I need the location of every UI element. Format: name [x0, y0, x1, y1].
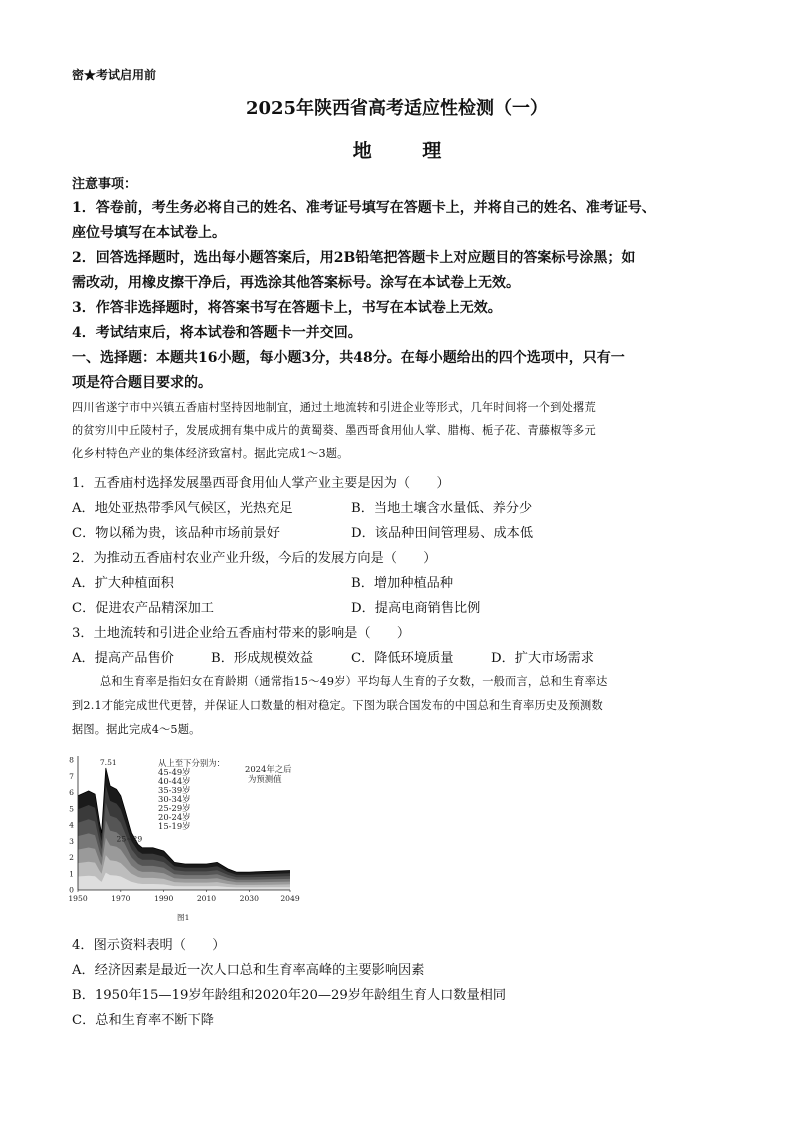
- legend-item: 40-44岁: [158, 776, 191, 786]
- y-tick-label: 2: [69, 853, 74, 862]
- question-stem: 3．土地流转和引进企业给五香庙村带来的影响是（ ）: [72, 626, 411, 641]
- x-tick-label: 1970: [111, 894, 131, 903]
- option-a: A．提高产品售价: [72, 651, 174, 666]
- option-a: A．扩大种植面积: [72, 576, 174, 591]
- forecast-note: 为预测值: [248, 774, 282, 784]
- option-d: D．提高电商销售比例: [351, 601, 481, 616]
- confidential-mark: 密★考试启用前: [72, 68, 157, 82]
- option-c: C．总和生育率不断下降: [72, 1013, 214, 1028]
- option-b: B．当地土壤含水量低、养分少: [351, 501, 533, 516]
- option-c: C．物以稀为贵，该品种市场前景好: [72, 526, 280, 541]
- passage-line: 四川省遂宁市中兴镇五香庙村坚持因地制宜，通过土地流转和引进企业等形式，几年时间将一个到处撂荒: [72, 401, 596, 414]
- y-tick-label: 6: [69, 788, 74, 797]
- legend-title: 从上至下分别为：: [158, 758, 225, 768]
- x-tick-label: 1950: [68, 894, 88, 903]
- y-tick-label: 7: [69, 771, 74, 781]
- age-range-label: 25~29: [116, 834, 143, 844]
- option-c: C．促进农产品精深加工: [72, 601, 214, 616]
- notice-line: 1．答卷前，考生务必将自己的姓名、准考证号填写在答题卡上，并将自己的姓名、准考证号、: [72, 200, 656, 216]
- x-tick-label: 2030: [239, 894, 259, 903]
- forecast-note: 2024年之后: [245, 764, 292, 774]
- notice-line: 座位号填写在本试卷上。: [72, 225, 226, 241]
- y-tick-label: 4: [69, 820, 74, 830]
- y-tick-label: 1: [69, 869, 74, 879]
- option-a: A．经济因素是最近一次人口总和生育率高峰的主要影响因素: [72, 963, 425, 978]
- option-d: D．该品种田间管理易、成本低: [351, 526, 534, 541]
- legend-item: 45-49岁: [158, 767, 191, 777]
- legend-item: 35-39岁: [158, 785, 191, 795]
- y-tick-label: 8: [69, 755, 74, 765]
- notice-heading: 注意事项：: [72, 177, 138, 192]
- option-c: C．降低环境质量: [351, 651, 454, 666]
- question-stem: 2．为推动五香庙村农业产业升级，今后的发展方向是（ ）: [72, 551, 437, 566]
- x-tick-label: 1990: [153, 894, 174, 903]
- figure-caption: 图1: [177, 913, 190, 922]
- x-tick-label: 2049: [280, 894, 300, 903]
- passage-line: 化乡村特色产业的集体经济致富村。据此完成1～3题。: [72, 447, 349, 460]
- question-stem: 4．图示资料表明（ ）: [72, 938, 226, 953]
- legend-item: 25-29岁: [158, 803, 191, 813]
- passage-line: 总和生育率是指妇女在育龄期（通常指15～49岁）平均每人生育的子女数，一般而言，总和生育率达: [100, 675, 608, 688]
- section-heading: 项是符合题目要求的。: [72, 375, 212, 391]
- peak-value-label: 7.51: [99, 757, 117, 767]
- option-d: D．扩大市场需求: [491, 651, 594, 666]
- notice-line: 2．回答选择题时，选出每小题答案后，用2B铅笔把答题卡上对应题目的答案标号涂黑；如: [72, 250, 636, 266]
- option-b: B．形成规模效益: [211, 651, 314, 666]
- option-b: B．增加种植品种: [351, 576, 454, 591]
- legend-item: 15-19岁: [158, 821, 191, 831]
- notice-line: 需改动，用橡皮擦干净后，再选涂其他答案标号。涂写在本试卷上无效。: [72, 275, 520, 291]
- section-heading: 一、选择题：本题共16小题，每小题3分，共48分。在每小题给出的四个选项中，只有一: [72, 350, 625, 366]
- x-tick-label: 2010: [196, 894, 217, 903]
- passage-line: 的贫穷川中丘陵村子，发展成拥有集中成片的黄蜀葵、墨西哥食用仙人掌、腊梅、栀子花、青藤椒等多元: [72, 424, 596, 437]
- question-stem: 1．五香庙村选择发展墨西哥食用仙人掌产业主要是因为（ ）: [72, 476, 450, 491]
- notice-line: 4．考试结束后，将本试卷和答题卡一并交回。: [72, 325, 362, 341]
- exam-title: 2025年陕西省高考适应性检测（一）: [245, 98, 549, 119]
- passage-line: 到2.1才能完成世代更替，并保证人口数量的相对稳定。下图为联合国发布的中国总和生育率历史及预测数: [72, 699, 603, 712]
- y-tick-label: 0: [69, 885, 74, 895]
- y-tick-label: 5: [69, 804, 74, 814]
- option-a: A．地处亚热带季风气候区，光热充足: [72, 501, 293, 516]
- legend-item: 20-24岁: [158, 812, 191, 822]
- option-b: B．1950年15—19岁年龄组和2020年20—29岁年龄组生育人口数量相同: [72, 988, 507, 1003]
- legend-item: 30-34岁: [158, 794, 191, 804]
- y-tick-label: 3: [69, 836, 74, 846]
- subject-title: 地 理: [352, 140, 464, 162]
- fertility-rate-chart: [60, 748, 310, 928]
- passage-line: 据图。据此完成4～5题。: [72, 723, 201, 736]
- notice-line: 3．作答非选择题时，将答案书写在答题卡上，书写在本试卷上无效。: [72, 300, 502, 316]
